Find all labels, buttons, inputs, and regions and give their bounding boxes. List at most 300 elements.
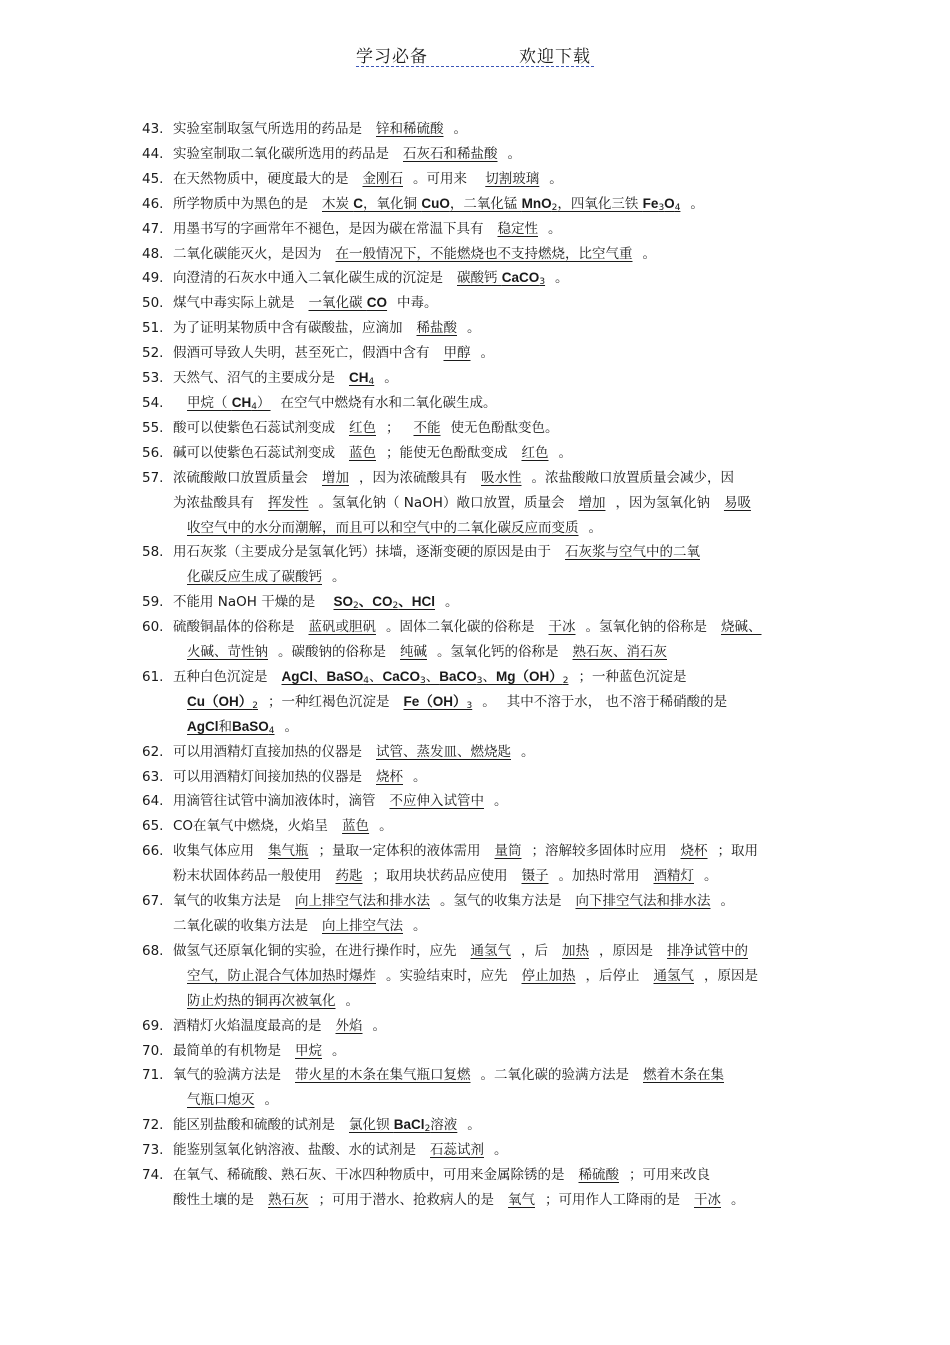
question-item [0,740,950,765]
question-text: 。 [555,270,569,287]
answer-blank: 向上排空气法 [322,918,403,934]
question-item [0,466,950,541]
question-item [0,590,950,615]
question-text: 向澄清的石灰水中通入二氧化碳生成的沉淀是 [173,270,443,287]
question-body [173,839,813,889]
question-text: ；一种红褐色沉淀是 [267,693,390,710]
question-number: 63. [142,768,164,785]
answer-blank: 稀盐酸 [416,320,457,337]
question-line [173,740,813,765]
answer-blank: 蓝色 [349,444,376,461]
answer-blank [335,1117,467,1133]
question-line [173,1088,813,1113]
question-text: 酒精灯火焰温度最高的是 [173,1017,322,1034]
formula-text: BaSO [232,718,269,734]
question-number: 49. [142,270,164,287]
question-text: 用墨书写的字画常年不褪色，是因为碳在常温下具有 [173,220,484,237]
question-text: 。 [549,170,563,187]
question-body [173,789,813,814]
formula-text: CaCO [382,668,421,684]
answer-blank: 烧杯 [680,843,708,860]
answer-blank: 蓝色 [342,818,370,835]
formula-text: CuO [421,195,450,211]
question-text: 在氧气、稀硫酸、熟石灰、干冰四种物质中，可用来金属除锈的是 [173,1167,565,1184]
subscript: 4 [674,202,681,213]
question-item [0,615,950,665]
question-text: 。 [445,594,459,611]
answer-blank: 通氢气 [470,942,511,959]
question-body [173,341,813,366]
question-body [173,665,813,740]
text-run: 、 [482,668,496,685]
question-item [0,1039,950,1064]
question-line [173,765,813,790]
question-line [173,291,813,316]
question-text: 。 [521,743,535,760]
question-text: ；一种蓝色沉淀是 [578,668,687,685]
question-text: 煤气中毒实际上就是 [173,295,295,312]
answer-blank: 镊子 [521,868,549,885]
subscript: 4 [363,675,369,686]
formula-text: Fe（OH） [403,693,467,709]
question-text: CO在氧气中燃烧，火焰呈 [173,818,329,835]
question-line [173,590,813,615]
text-run: ，氧化铜 [363,195,422,212]
question-text: ；溶解较多固体时应用 [531,843,667,860]
question-text: 。氢氧化钙的俗称是 [437,644,559,661]
answer-blank: 干冰 [694,1191,721,1208]
question-text: 。 [690,195,704,212]
question-line [173,1113,813,1138]
answer-blank [173,395,281,411]
answer-blank: 外焰 [335,1017,363,1034]
question-line [173,939,813,964]
question-text: 。 [731,1191,745,1208]
question-list [0,117,950,1213]
formula-text: CH [349,370,369,386]
question-line [173,441,813,466]
question-text: 。 [507,145,521,162]
question-line [173,416,813,441]
answer-blank: 量筒 [494,843,522,860]
question-number: 73. [142,1142,164,1159]
answer-blank: 加热 [562,942,589,959]
question-text: 所学物质中为黑色的是 [173,195,308,212]
question-line [173,341,813,366]
answer-blank: 向下排空气法和排水法 [575,893,711,910]
question-text: ；可用于潜水、抢救病人的是 [318,1191,494,1208]
formula-text: CaCO [501,270,540,286]
question-text: 。 [453,121,467,137]
question-line [173,565,813,590]
answer-blank: 吸水性 [481,469,522,486]
answer-blank: 甲醇 [443,345,471,362]
question-body [173,1163,813,1213]
question-line [173,192,813,217]
subscript: 3 [476,675,483,686]
question-text: 氧气的收集方法是 [173,893,281,910]
header-right-text: 欢迎下载 [519,47,591,67]
question-item [0,117,950,142]
question-text: ；可用来改良 [629,1167,710,1184]
question-number: 48. [142,245,164,262]
question-text: ，因为氢氧化钠 [615,494,710,511]
answer-blank: 燃着木条在集 [643,1067,724,1084]
question-number: 58. [142,544,164,561]
formula-text: MnO [521,195,552,211]
question-text: 。碳酸钠的俗称是 [278,644,386,661]
question-text: 。 [467,320,481,337]
text-run: 氯化钡 [349,1117,394,1134]
question-text: ，原因是 [599,942,653,959]
answer-blank: 火碱、苛性钠 [187,644,268,661]
answer-blank [268,669,579,685]
question-text: 使无色酚酞变色。 [450,419,559,436]
subscript: 2 [562,675,569,686]
question-body [173,1113,813,1138]
question-body [173,1063,813,1113]
question-body [173,416,813,441]
question-line [173,217,813,242]
question-number: 61. [142,668,164,685]
question-text: 实验室制取二氧化碳所选用的药品是 [173,145,389,162]
formula-text: AgCl [281,668,313,684]
question-text: ，后 [521,942,548,959]
text-run: ） [257,394,271,411]
question-line [173,316,813,341]
question-text: 。氢氧化钠（ NaOH）敞口放置，质量会 [318,494,565,511]
question-line [173,690,813,715]
question-text: 。 [720,893,734,910]
formula-text: CH [231,394,252,410]
question-body [173,590,813,615]
question-item [0,889,950,939]
question-item [0,839,950,889]
question-item [0,316,950,341]
question-text: 不能用 NaOH 干燥的是 [173,594,320,611]
answer-blank: 切割玻璃 [485,170,540,187]
answer-blank: 气瓶口熄灭 [187,1092,255,1109]
answer-blank: 熟石灰、消石灰 [572,644,667,661]
question-line [173,1063,813,1088]
subscript: 2 [424,1124,431,1135]
question-body [173,814,813,839]
answer-blank: 熟石灰 [268,1191,309,1208]
question-item [0,291,950,316]
question-text: 中毒。 [397,295,438,312]
question-item [0,266,950,291]
question-body [173,391,813,416]
subscript: 2 [551,202,558,213]
subscript: 3 [420,675,426,686]
question-text: 用滴管往试管中滴加液体时，滴管 [173,793,376,810]
question-item [0,341,950,366]
question-text: 氧气的验满方法是 [173,1067,281,1084]
question-number: 68. [142,942,164,959]
question-number: 62. [142,743,164,760]
answer-blank: 药匙 [335,868,363,885]
answer-blank: 干冰 [548,619,576,636]
question-text: 可以用酒精灯间接加热的仪器是 [173,768,362,785]
subscript: 2 [392,601,399,612]
answer-blank: 通氢气 [653,967,694,984]
answer-blank [308,196,690,212]
question-number: 57. [142,469,164,486]
question-text: 酸可以使紫色石蕊试剂变成 [173,419,335,436]
subscript: 4 [251,401,258,412]
question-body [173,266,813,291]
question-line [173,889,813,914]
question-text: 。 [494,1142,508,1159]
question-text: 。 [332,569,346,586]
question-text: 。实验结束时，应先 [386,967,508,984]
question-line [173,491,813,516]
question-text: 假酒可导致人失明，甚至死亡，假酒中含有 [173,345,430,362]
question-text: 二氧化碳能灭火，是因为 [173,245,322,262]
question-text: 收集气体应用 [173,843,254,860]
question-text: 。固体二氧化碳的俗称是 [386,619,535,636]
question-number: 69. [142,1017,164,1034]
question-text: 实验室制取氢气所选用的药品是 [173,121,362,137]
question-line [173,715,813,740]
question-text: 。 [413,918,427,934]
question-item [0,789,950,814]
question-text: 五种白色沉淀是 [173,668,268,685]
question-number: 67. [142,893,164,910]
answer-blank: 锌和稀硫酸 [376,121,444,137]
question-line [173,789,813,814]
answer-blank: 排净试管中的 [667,942,748,959]
answer-blank: 不应伸入试管中 [389,793,484,810]
formula-text: C [353,195,364,211]
question-line [173,242,813,267]
subscript: 3 [658,202,665,213]
question-text: 为了证明某物质中含有碳酸盐，应滴加 [173,320,403,337]
question-body [173,540,813,590]
answer-blank: 金刚石 [362,170,403,187]
question-body [173,242,813,267]
question-item [0,1163,950,1213]
answer-blank: 挥发性 [268,494,309,511]
answer-blank: 石灰石和稀盐酸 [403,145,498,162]
formula-text: Mg（OH） [496,668,563,684]
question-item [0,1138,950,1163]
question-line [173,142,813,167]
question-text: 。 [494,793,508,810]
question-text: 为浓盐酸具有 [173,494,254,511]
question-text: 。 [558,444,572,461]
answer-blank: 红色 [349,419,376,436]
question-body [173,1138,813,1163]
question-number: 66. [142,843,164,860]
text-run: ，四氧化三铁 [557,195,643,212]
question-text: ；量取一定体积的液体需用 [318,843,481,860]
question-line [173,640,813,665]
question-text: 碱可以使紫色石蕊试剂变成 [173,444,335,461]
answer-blank [335,370,384,386]
answer-blank: 带火星的木条在集气瓶口复燃 [295,1067,471,1084]
question-line [173,366,813,391]
question-number: 55. [142,419,164,436]
question-text: 。 其中不溶于水， 也不溶于稀硝酸的是 [482,693,728,710]
text-run: 一氧化碳 [308,295,367,312]
formula-text: O [664,195,675,211]
question-text: 。加热时常用 [558,868,640,885]
question-item [0,1014,950,1039]
question-number: 74. [142,1167,164,1184]
answer-blank: 酒精灯 [653,868,694,885]
question-text: ；可用作人工降雨的是 [545,1191,680,1208]
question-item [0,192,950,217]
question-body [173,366,813,391]
answer-blank [173,694,268,710]
question-text: 二氧化碳的收集方法是 [173,918,308,934]
subscript: 3 [466,700,473,711]
question-line [173,516,813,541]
question-line [173,864,813,889]
question-item [0,1063,950,1113]
page-header [356,40,594,67]
question-text: 。 [372,1017,386,1034]
question-number: 46. [142,195,164,212]
question-text: ；取用块状药品应使用 [372,868,508,885]
question-line [173,1039,813,1064]
answer-blank: 蓝矾或胆矾 [308,619,376,636]
answer-blank: 增加 [578,494,606,511]
text-run: 、 [313,668,327,685]
question-text: 浓硫酸敞口放置质量会 [173,469,308,486]
answer-blank: 试管、蒸发皿、燃烧匙 [376,743,511,760]
answer-blank: 收空气中的水分而潮解，而且可以和空气中的二氧化碳反应而变质 [187,519,579,536]
question-item [0,416,950,441]
question-item [0,939,950,1014]
answer-blank: 增加 [322,469,349,486]
question-text: ，原因是 [704,967,758,984]
subscript: 2 [353,601,359,612]
formula-text: BaCl [393,1117,425,1133]
question-item [0,441,950,466]
subscript: 2 [252,700,258,711]
text-run: 碳酸钙 [457,270,502,287]
question-text: ；能使无色酚酞变成 [386,444,508,461]
question-line [173,814,813,839]
question-line [173,1138,813,1163]
question-line [173,615,813,640]
question-text: 天然气、沼气的主要成分是 [173,370,335,387]
question-body [173,167,813,192]
question-text: 。 [413,768,427,785]
question-body [173,142,813,167]
question-item [0,1113,950,1138]
answer-blank: 稳定性 [497,220,538,237]
question-item [0,814,950,839]
question-text: 。氢氧化钠的俗称是 [585,619,707,636]
question-item [0,665,950,740]
question-number: 54. [142,394,164,411]
question-text: ； [386,419,400,436]
question-body [173,441,813,466]
question-number: 43. [142,121,164,137]
question-text: 可以用酒精灯直接加热的仪器是 [173,743,362,760]
question-text: 。 [332,1042,346,1059]
question-body [173,117,813,142]
answer-blank [389,694,482,710]
question-line [173,540,813,565]
question-text: 。 [384,370,398,387]
question-number: 52. [142,345,164,362]
question-body [173,291,813,316]
question-number: 70. [142,1042,164,1059]
formula-text: Fe [642,195,659,211]
subscript: 4 [368,377,375,388]
question-line [173,167,813,192]
answer-blank: 烧碱、 [721,619,762,636]
question-item [0,242,950,267]
question-number: 72. [142,1117,164,1134]
formula-text: 、HCl [398,594,436,610]
answer-blank [443,270,555,286]
question-text: 在空气中燃烧有水和二氧化碳生成。 [280,394,497,411]
question-body [173,939,813,1014]
question-text: 能鉴别氢氧化钠溶液、盐酸、水的试剂是 [173,1142,416,1159]
question-body [173,217,813,242]
question-text: 。二氧化碳的验满方法是 [480,1067,629,1084]
question-text: 用石灰浆（主要成分是氢氧化钙）抹墙，逐渐变硬的原因是由于 [173,544,551,561]
question-text: 做氢气还原氧化铜的实验，在进行操作时，应先 [173,942,457,959]
question-body [173,765,813,790]
question-number: 47. [142,220,164,237]
answer-blank: 石灰浆与空气中的二氧 [565,544,700,561]
subscript: 3 [539,277,546,288]
question-body [173,192,813,217]
question-text: ，后停止 [585,967,640,984]
question-line [173,1188,813,1213]
question-text: 。 [588,519,602,536]
subscript: 4 [268,725,275,736]
text-run: ，二氧化锰 [449,195,522,212]
question-item [0,167,950,192]
question-body [173,615,813,665]
question-line [173,839,813,864]
formula-text: 、CO [358,594,393,610]
question-text: 。 [345,992,359,1009]
answer-blank: 防止灼热的铜再次被氧化 [187,992,336,1009]
text-run: 、 [425,668,440,685]
question-item [0,765,950,790]
question-body [173,1039,813,1064]
question-line [173,266,813,291]
answer-blank: 稀硫酸 [578,1167,619,1184]
question-text: 最简单的有机物是 [173,1042,281,1059]
question-line [173,989,813,1014]
text-run: 溶液 [430,1117,458,1134]
question-body [173,1014,813,1039]
answer-blank: 甲烷 [295,1042,322,1059]
question-line [173,914,813,939]
answer-blank: 不能 [413,419,441,436]
question-number: 60. [142,619,164,636]
question-body [173,889,813,939]
question-text: ；取用 [717,843,758,860]
text-run: 木炭 [322,195,354,212]
question-body [173,466,813,541]
answer-blank: 空气，防止混合气体加热时爆炸 [187,967,376,984]
text-run: 、 [369,668,383,685]
answer-blank: 在一般情况下，不能燃烧也不支持燃烧，比空气重 [335,245,633,262]
answer-blank: 红色 [521,444,549,461]
text-run: 甲烷（ [187,394,232,411]
question-number: 44. [142,145,164,162]
